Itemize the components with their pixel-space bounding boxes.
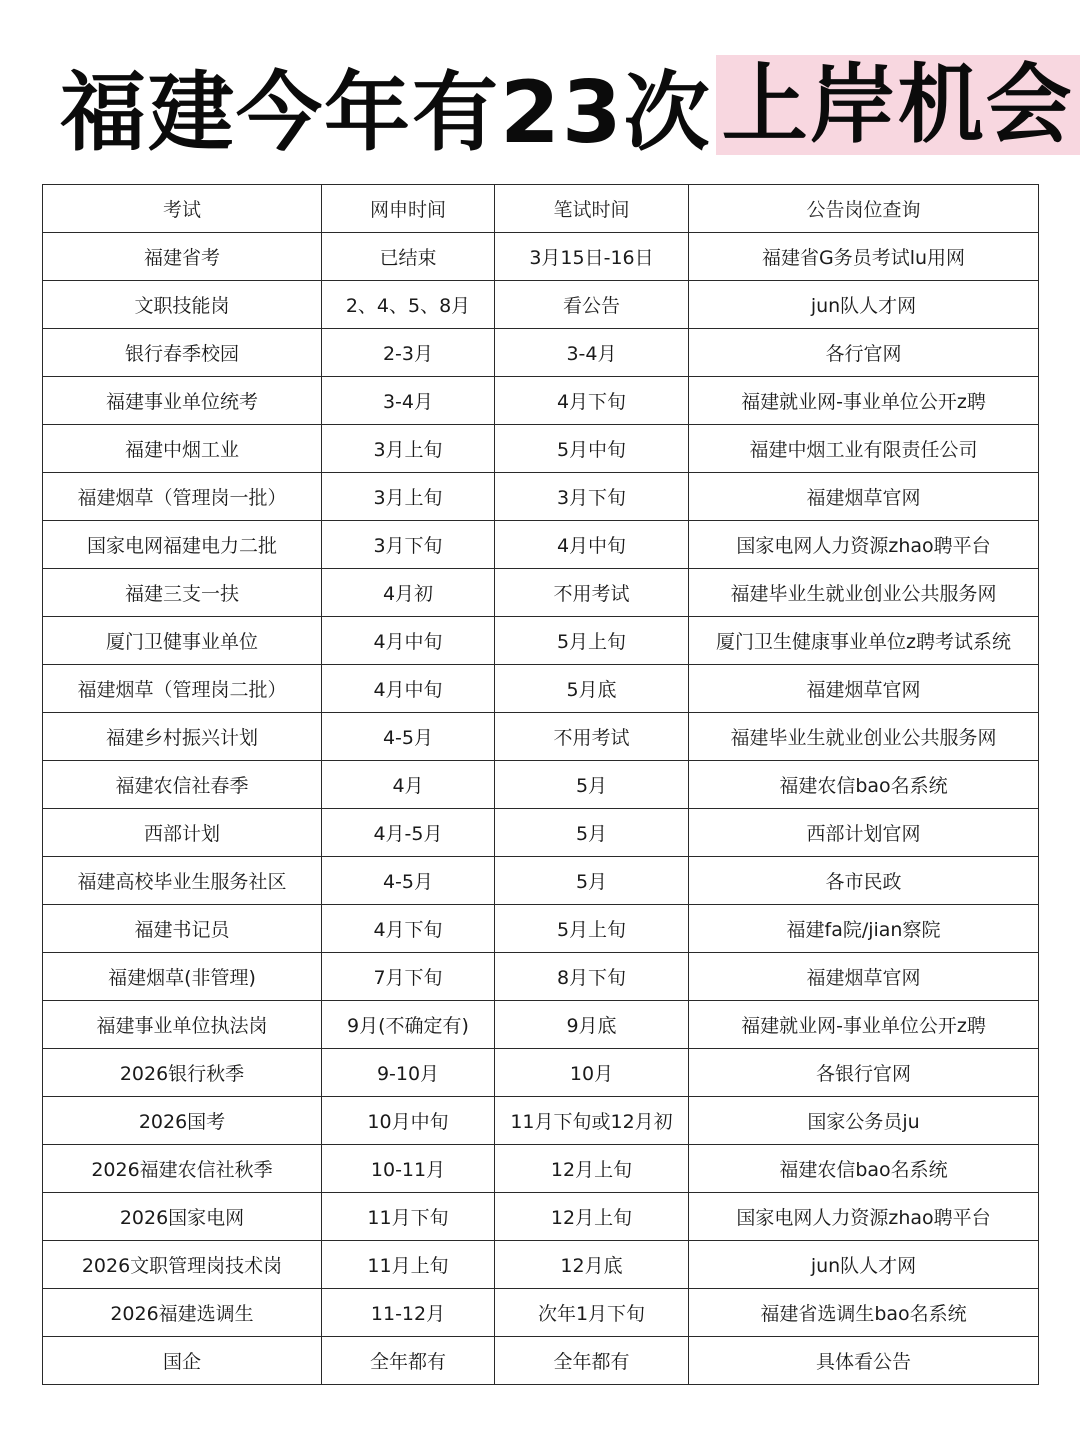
cell-exam: 国家电网福建电力二批 xyxy=(43,521,322,569)
cell-written-test-time: 12月底 xyxy=(495,1241,689,1289)
cell-announcement-query: jun队人才网 xyxy=(689,1241,1039,1289)
cell-exam: 福建乡村振兴计划 xyxy=(43,713,322,761)
cell-written-test-time: 12月上旬 xyxy=(495,1145,689,1193)
cell-announcement-query: 福建农信bao名系统 xyxy=(689,761,1039,809)
cell-announcement-query: 福建农信bao名系统 xyxy=(689,1145,1039,1193)
table-row xyxy=(43,713,1039,761)
cell-apply-time: 4月下旬 xyxy=(322,905,495,953)
cell-announcement-query: 福建省G务员考试lu用网 xyxy=(689,233,1039,281)
table-row xyxy=(43,665,1039,713)
cell-announcement-query: 厦门卫生健康事业单位z聘考试系统 xyxy=(689,617,1039,665)
header-apply-time: 网申时间 xyxy=(322,185,495,233)
table-row xyxy=(43,281,1039,329)
cell-announcement-query: 国家电网人力资源zhao聘平台 xyxy=(689,521,1039,569)
cell-exam: 福建烟草（管理岗二批） xyxy=(43,665,322,713)
cell-exam: 福建高校毕业生服务社区 xyxy=(43,857,322,905)
cell-apply-time: 4月-5月 xyxy=(322,809,495,857)
cell-apply-time: 9月(不确定有) xyxy=(322,1001,495,1049)
cell-announcement-query: 各市民政 xyxy=(689,857,1039,905)
cell-announcement-query: 具体看公告 xyxy=(689,1337,1039,1385)
table-row xyxy=(43,1289,1039,1337)
cell-exam: 福建烟草(非管理) xyxy=(43,953,322,1001)
cell-written-test-time: 12月上旬 xyxy=(495,1193,689,1241)
cell-written-test-time: 3月15日-16日 xyxy=(495,233,689,281)
cell-exam: 厦门卫健事业单位 xyxy=(43,617,322,665)
cell-apply-time: 4月初 xyxy=(322,569,495,617)
cell-exam: 福建中烟工业 xyxy=(43,425,322,473)
table-row xyxy=(43,953,1039,1001)
cell-exam: 福建三支一扶 xyxy=(43,569,322,617)
cell-exam: 2026国考 xyxy=(43,1097,322,1145)
table-row xyxy=(43,905,1039,953)
cell-announcement-query: 福建毕业生就业创业公共服务网 xyxy=(689,713,1039,761)
cell-exam: 福建书记员 xyxy=(43,905,322,953)
cell-announcement-query: 各行官网 xyxy=(689,329,1039,377)
cell-written-test-time: 次年1月下旬 xyxy=(495,1289,689,1337)
cell-written-test-time: 5月底 xyxy=(495,665,689,713)
table-row xyxy=(43,473,1039,521)
cell-exam: 2026文职管理岗技术岗 xyxy=(43,1241,322,1289)
cell-announcement-query: 福建烟草官网 xyxy=(689,953,1039,1001)
table-row xyxy=(43,1097,1039,1145)
cell-apply-time: 11月上旬 xyxy=(322,1241,495,1289)
table-row xyxy=(43,521,1039,569)
table-row xyxy=(43,569,1039,617)
header-announcement-query: 公告岗位查询 xyxy=(689,185,1039,233)
cell-announcement-query: 西部计划官网 xyxy=(689,809,1039,857)
header-written-test-time: 笔试时间 xyxy=(495,185,689,233)
cell-written-test-time: 5月 xyxy=(495,857,689,905)
cell-exam: 2026福建农信社秋季 xyxy=(43,1145,322,1193)
table-row xyxy=(43,1241,1039,1289)
cell-apply-time: 4-5月 xyxy=(322,857,495,905)
cell-exam: 西部计划 xyxy=(43,809,322,857)
cell-written-test-time: 5月上旬 xyxy=(495,617,689,665)
cell-written-test-time: 全年都有 xyxy=(495,1337,689,1385)
cell-written-test-time: 4月下旬 xyxy=(495,377,689,425)
cell-exam: 福建事业单位统考 xyxy=(43,377,322,425)
cell-apply-time: 2-3月 xyxy=(322,329,495,377)
cell-exam: 福建烟草（管理岗一批） xyxy=(43,473,322,521)
table-row xyxy=(43,809,1039,857)
cell-apply-time: 3月上旬 xyxy=(322,473,495,521)
cell-apply-time: 4月中旬 xyxy=(322,665,495,713)
cell-exam: 文职技能岗 xyxy=(43,281,322,329)
exam-schedule-table xyxy=(42,184,1039,1385)
cell-announcement-query: 福建fa院/jian察院 xyxy=(689,905,1039,953)
cell-written-test-time: 不用考试 xyxy=(495,713,689,761)
table-row xyxy=(43,761,1039,809)
cell-announcement-query: 国家公务员ju xyxy=(689,1097,1039,1145)
cell-written-test-time: 4月中旬 xyxy=(495,521,689,569)
cell-exam: 福建农信社春季 xyxy=(43,761,322,809)
title-main: 福建今年有23次 xyxy=(60,63,712,163)
cell-announcement-query: 福建烟草官网 xyxy=(689,473,1039,521)
cell-apply-time: 已结束 xyxy=(322,233,495,281)
cell-written-test-time: 5月 xyxy=(495,809,689,857)
page-title xyxy=(60,50,1080,163)
cell-announcement-query: 福建就业网-事业单位公开z聘 xyxy=(689,377,1039,425)
cell-apply-time: 4-5月 xyxy=(322,713,495,761)
cell-written-test-time: 5月中旬 xyxy=(495,425,689,473)
cell-announcement-query: 福建中烟工业有限责任公司 xyxy=(689,425,1039,473)
header-exam: 考试 xyxy=(43,185,322,233)
cell-announcement-query: 福建就业网-事业单位公开z聘 xyxy=(689,1001,1039,1049)
cell-written-test-time: 3月下旬 xyxy=(495,473,689,521)
cell-written-test-time: 8月下旬 xyxy=(495,953,689,1001)
cell-exam: 福建事业单位执法岗 xyxy=(43,1001,322,1049)
cell-written-test-time: 看公告 xyxy=(495,281,689,329)
cell-apply-time: 10月中旬 xyxy=(322,1097,495,1145)
cell-announcement-query: jun队人才网 xyxy=(689,281,1039,329)
cell-announcement-query: 各银行官网 xyxy=(689,1049,1039,1097)
cell-apply-time: 3月下旬 xyxy=(322,521,495,569)
cell-apply-time: 9-10月 xyxy=(322,1049,495,1097)
cell-exam: 2026福建选调生 xyxy=(43,1289,322,1337)
table-header-row xyxy=(43,185,1039,233)
cell-apply-time: 2、4、5、8月 xyxy=(322,281,495,329)
cell-exam: 银行春季校园 xyxy=(43,329,322,377)
table-row xyxy=(43,1337,1039,1385)
cell-announcement-query: 福建烟草官网 xyxy=(689,665,1039,713)
cell-exam: 2026国家电网 xyxy=(43,1193,322,1241)
table-row xyxy=(43,1001,1039,1049)
table-row xyxy=(43,1193,1039,1241)
cell-announcement-query: 福建毕业生就业创业公共服务网 xyxy=(689,569,1039,617)
title-highlight: 上岸机会 xyxy=(716,55,1080,155)
cell-exam: 国企 xyxy=(43,1337,322,1385)
cell-apply-time: 11-12月 xyxy=(322,1289,495,1337)
table-row xyxy=(43,425,1039,473)
cell-exam: 2026银行秋季 xyxy=(43,1049,322,1097)
cell-announcement-query: 福建省选调生bao名系统 xyxy=(689,1289,1039,1337)
cell-written-test-time: 不用考试 xyxy=(495,569,689,617)
cell-apply-time: 全年都有 xyxy=(322,1337,495,1385)
cell-apply-time: 4月中旬 xyxy=(322,617,495,665)
cell-written-test-time: 10月 xyxy=(495,1049,689,1097)
table-row xyxy=(43,1049,1039,1097)
cell-apply-time: 7月下旬 xyxy=(322,953,495,1001)
cell-written-test-time: 5月上旬 xyxy=(495,905,689,953)
table-row xyxy=(43,857,1039,905)
cell-apply-time: 4月 xyxy=(322,761,495,809)
cell-written-test-time: 3-4月 xyxy=(495,329,689,377)
cell-written-test-time: 9月底 xyxy=(495,1001,689,1049)
table-row xyxy=(43,233,1039,281)
table-row xyxy=(43,1145,1039,1193)
table-row xyxy=(43,377,1039,425)
cell-apply-time: 3月上旬 xyxy=(322,425,495,473)
cell-announcement-query: 国家电网人力资源zhao聘平台 xyxy=(689,1193,1039,1241)
cell-written-test-time: 5月 xyxy=(495,761,689,809)
table-row xyxy=(43,617,1039,665)
table-row xyxy=(43,329,1039,377)
cell-written-test-time: 11月下旬或12月初 xyxy=(495,1097,689,1145)
cell-apply-time: 10-11月 xyxy=(322,1145,495,1193)
cell-apply-time: 11月下旬 xyxy=(322,1193,495,1241)
cell-apply-time: 3-4月 xyxy=(322,377,495,425)
cell-exam: 福建省考 xyxy=(43,233,322,281)
